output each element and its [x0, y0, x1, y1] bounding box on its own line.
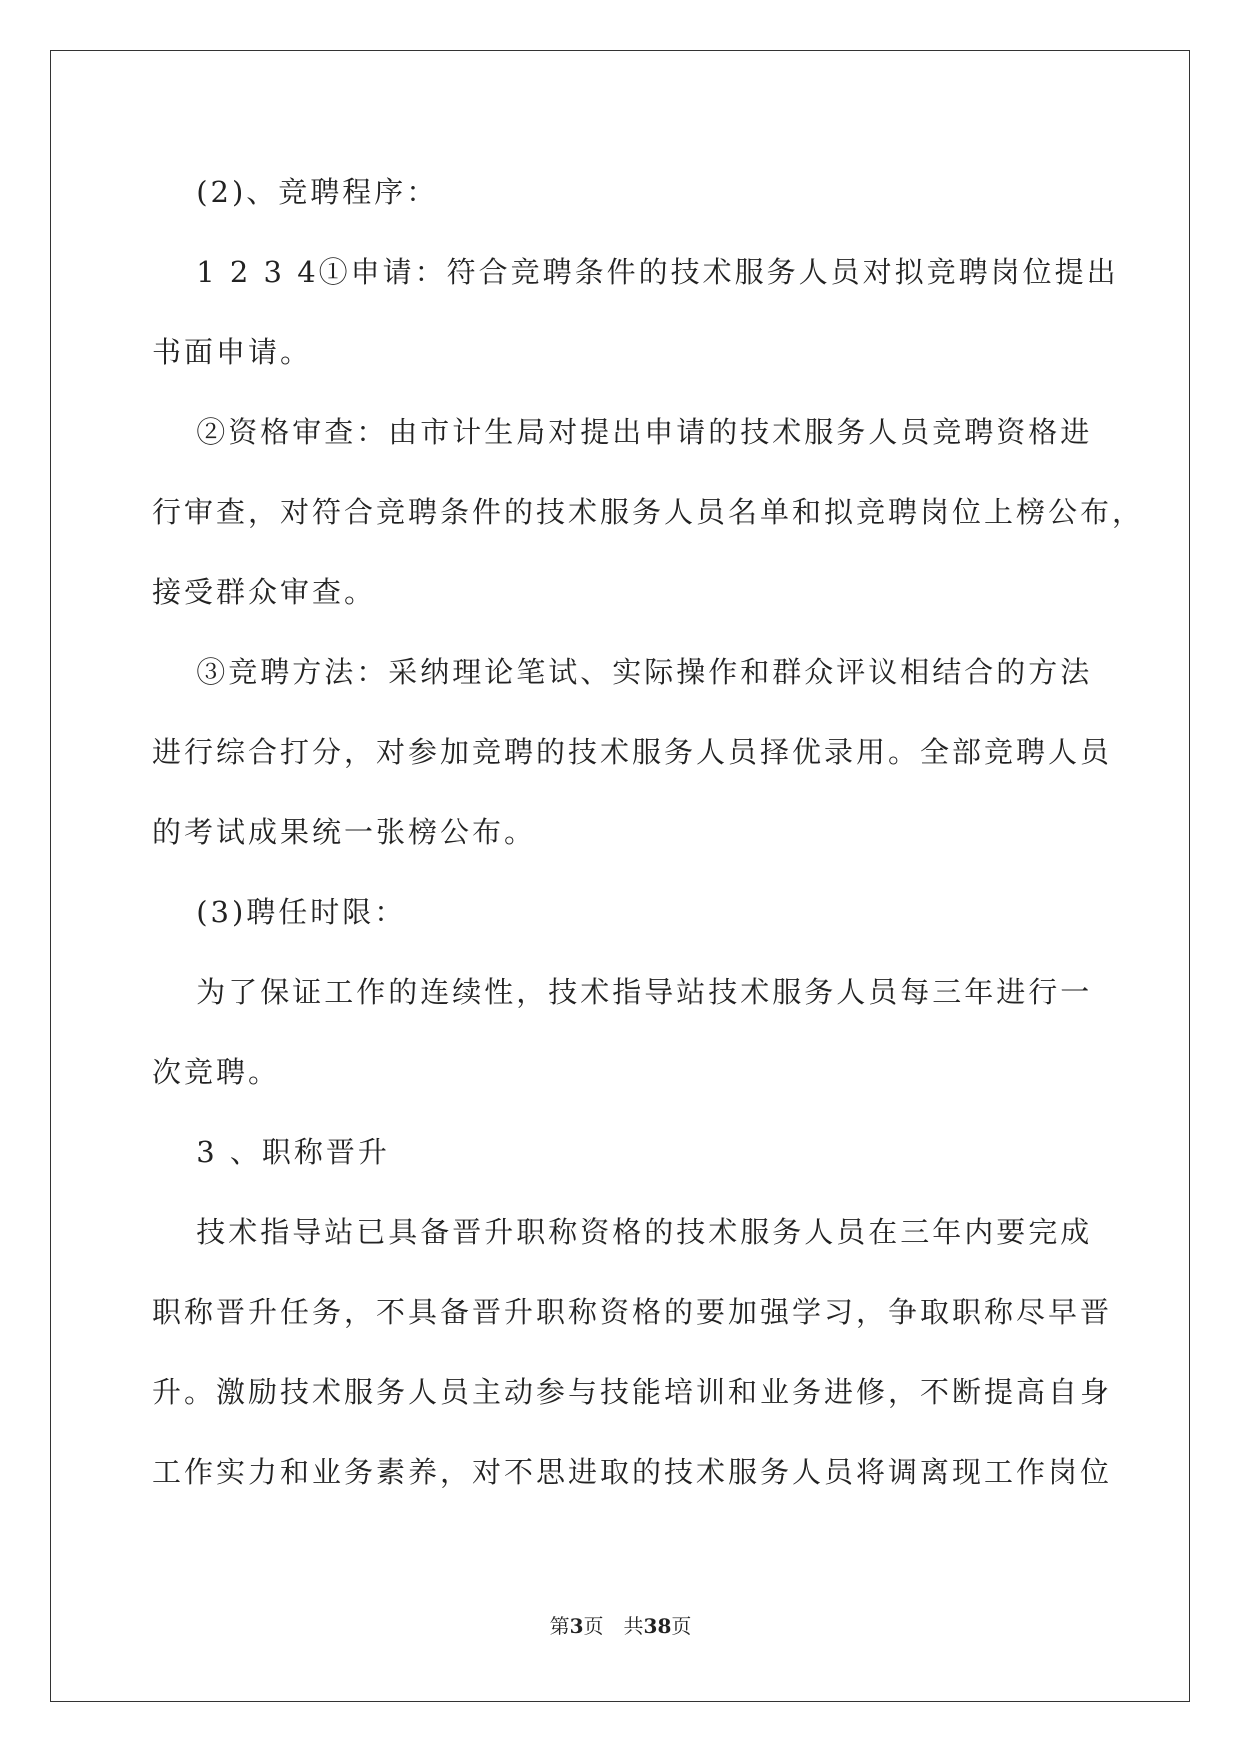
paragraph-line: (2)、竞聘程序：	[152, 175, 439, 209]
total-pages: 38	[643, 1614, 672, 1638]
paragraph-line: 接受群众审查。	[152, 575, 377, 609]
paragraph-line: 技术指导站已具备晋升职称资格的技术服务人员在三年内要完成	[152, 1215, 1093, 1249]
section-heading: 3 、职称晋升	[152, 1135, 390, 1169]
paragraph-line: ②资格审查：由市计生局对提出申请的技术服务人员竞聘资格进	[152, 415, 1093, 449]
paragraph-line: 书面申请。	[152, 335, 313, 369]
paragraph-line: ③竞聘方法：采纳理论笔试、实际操作和群众评议相结合的方法	[152, 655, 1093, 689]
paragraph-line: 升。激励技术服务人员主动参与技能培训和业务进修，不断提高自身	[152, 1375, 1113, 1409]
paragraph-line: 次竞聘。	[152, 1055, 281, 1089]
page-label-suffix: 页	[583, 1614, 604, 1638]
page-number: 3	[569, 1614, 584, 1638]
paragraph-line: 行审查，对符合竞聘条件的技术服务人员名单和拟竞聘岗位上榜公布，	[152, 495, 1145, 529]
paragraph-line: 的考试成果统一张榜公布。	[152, 815, 537, 849]
paragraph-line: 进行综合打分，对参加竞聘的技术服务人员择优录用。全部竞聘人员	[152, 735, 1113, 769]
total-label-suffix: 页	[671, 1614, 692, 1638]
paragraph-line: 职称晋升任务，不具备晋升职称资格的要加强学习，争取职称尽早晋	[152, 1295, 1113, 1329]
paragraph-line: 工作实力和业务素养，对不思进取的技术服务人员将调离现工作岗位	[152, 1455, 1113, 1489]
paragraph-line: (3)聘任时限：	[152, 895, 407, 929]
total-label-prefix: 共	[623, 1614, 644, 1638]
page-footer	[0, 1612, 1241, 1640]
paragraph-line: 1 2 3 4①申请：符合竞聘条件的技术服务人员对拟竞聘岗位提出	[152, 255, 1119, 289]
paragraph-line: 为了保证工作的连续性，技术指导站技术服务人员每三年进行一	[152, 975, 1093, 1009]
page-label-prefix: 第	[549, 1614, 570, 1638]
